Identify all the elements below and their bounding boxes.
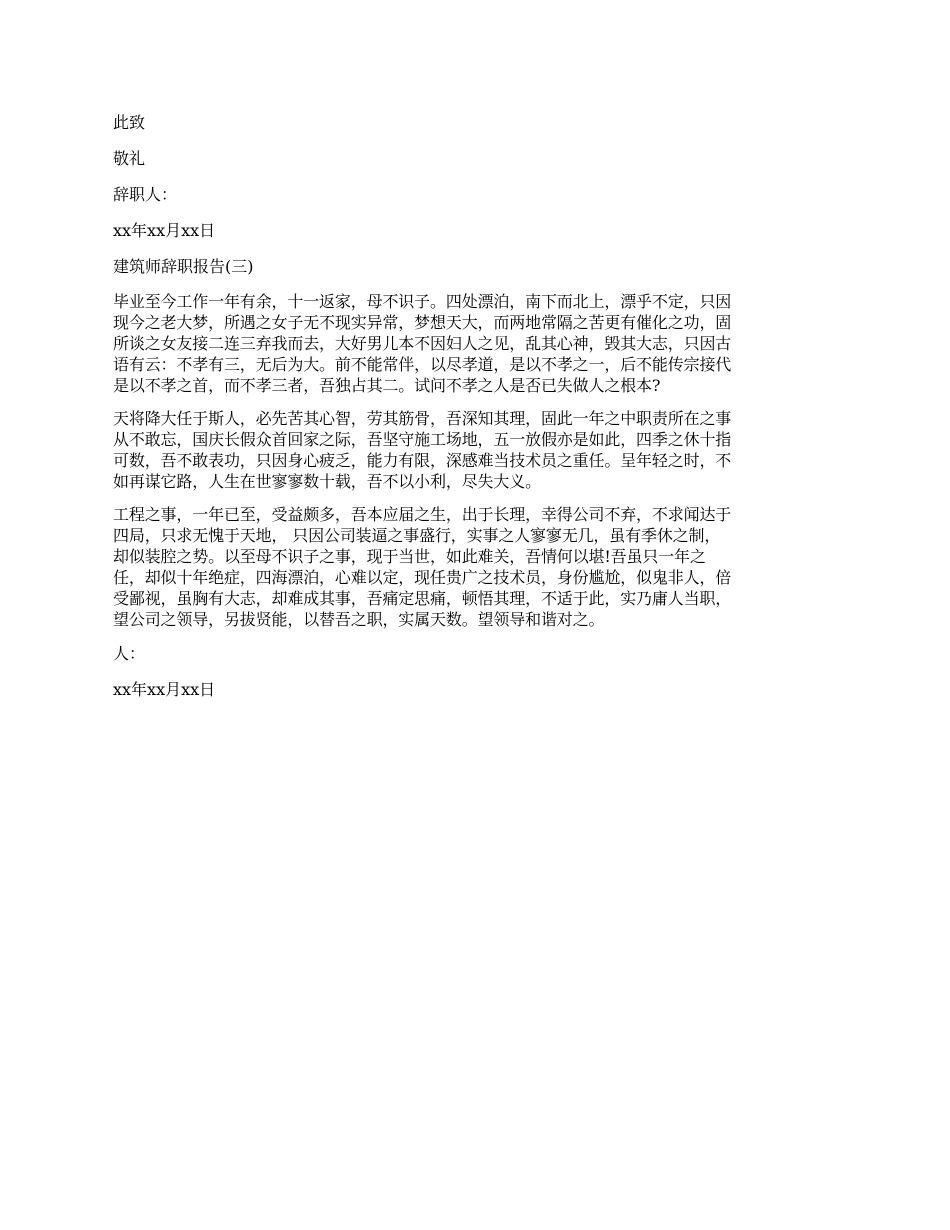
salutation-zhizhi: 此致: [113, 113, 146, 132]
paragraph-3: [113, 504, 843, 630]
paragraph-line: 语有云：不孝有三，无后为大。前不能常伴，以尽孝道，是以不孝之一，后不能传宗接代: [113, 355, 732, 374]
paragraph-line: 所谈之女友接二连三弃我而去，大好男儿本不因妇人之见，乱其心神，毁其大志，只因古: [113, 334, 732, 353]
footer-date: xx年xx月xx日: [113, 680, 216, 699]
paragraph-line: 任，却似十年绝症，四海漂泊，心难以定，现任贵广之技术员，身份尴尬，似鬼非人，倍: [113, 568, 732, 587]
paragraph-line: 如再谋它路，人生在世寥寥数十载，吾不以小利，尽失大义。: [113, 472, 541, 491]
paragraph-line: 受鄙视，虽胸有大志，却难成其事，吾痛定思痛，顿悟其理，不适于此，实乃庸人当职，: [113, 589, 732, 608]
date-line: xx年xx月xx日: [113, 221, 216, 240]
paragraph-line: 是以不孝之首，而不孝三者，吾独占其二。试问不孝之人是否已失做人之根本?: [113, 376, 661, 395]
paragraph-line: 却似装腔之势。以至母不识子之事，现于当世，如此难关，吾情何以堪!吾虽只一年之: [113, 547, 706, 566]
paragraph-line: 四局，只求无愧于天地， 只因公司装逼之事盛行，实事之人寥寥无几，虽有季休之制，: [113, 526, 721, 545]
salutation-jingli: 敬礼: [113, 149, 146, 168]
document-page: [113, 111, 843, 714]
paragraph-line: 毕业至今工作一年有余，十一返家，母不识子。四处漂泊，南下而北上，漂乎不定，只因: [113, 292, 732, 311]
signer-label: 辞职人：: [113, 185, 178, 204]
paragraph-line: 望公司之领导，另拔贤能，以替吾之职，实属天数。望领导和谐对之。: [113, 610, 605, 629]
section-title: 建筑师辞职报告(三): [113, 257, 254, 276]
paragraph-line: 工程之事，一年已至，受益颇多，吾本应届之生，出于长理，幸得公司不弃，不求闻达于: [113, 505, 732, 524]
paragraph-line: 可数，吾不敢表功，只因身心疲乏，能力有限，深感难当技术员之重任。呈年轻之时，不: [113, 451, 732, 470]
paragraph-line: 现今之老大梦，所遇之女子无不现实异常，梦想天大，而两地常隔之苦更有催化之功，固: [113, 313, 732, 332]
paragraph-line: 天将降大任于斯人，必先苦其心智，劳其筋骨，吾深知其理，固此一年之中职责所在之事: [113, 409, 732, 428]
paragraph-line: 从不敢忘，国庆长假众首回家之际，吾坚守施工场地，五一放假亦是如此，四季之休十指: [113, 430, 732, 449]
paragraph-2: [113, 408, 843, 492]
footer-signer-label: 人：: [113, 644, 146, 663]
paragraph-1: [113, 291, 843, 396]
